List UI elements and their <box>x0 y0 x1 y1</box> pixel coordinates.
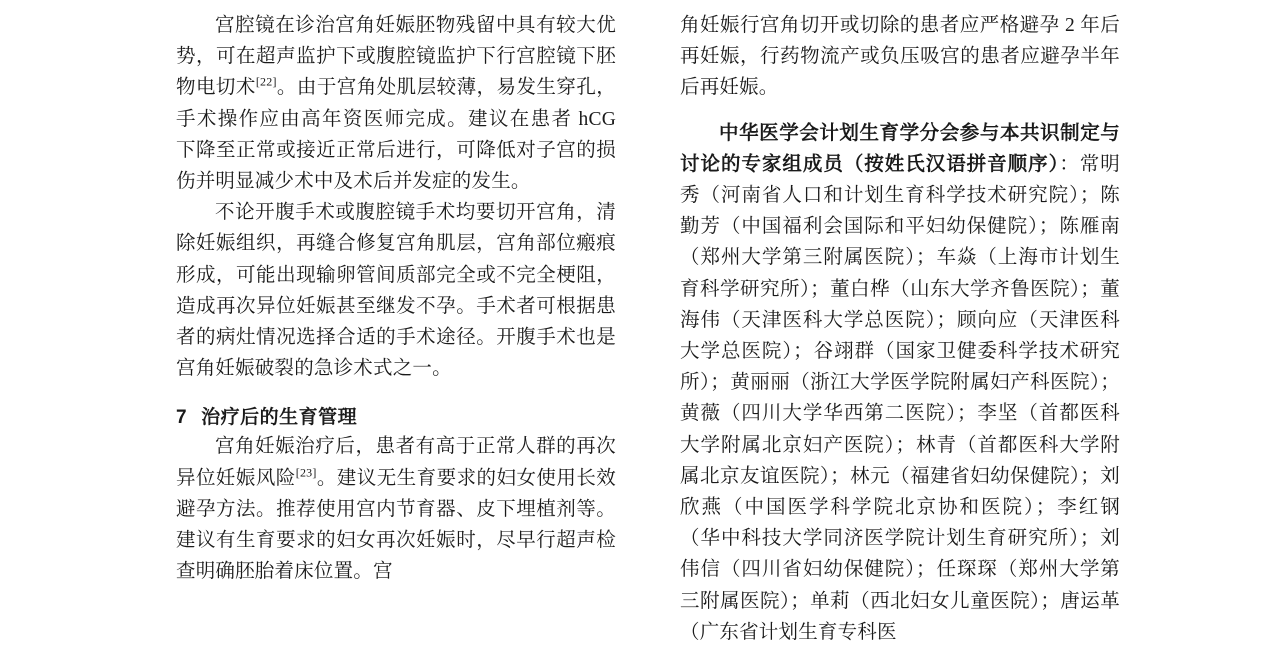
paragraph-text-part-2: 。由于宫角处肌层较薄，易发生穿孔，手术操作应由高年资医师完成。建议在患者 hCG 下降至正常或接近正常后进行，可降低对子宫的损伤并明显减少术中及术后并发症的发生。 <box>176 77 616 193</box>
section-number: 7 <box>176 407 188 429</box>
paragraph-hysteroscopy <box>176 10 616 197</box>
expert-group-lead: 中华医学会计划生育学分会参与本共识制定与讨论的专家组成员（按姓氏汉语拼音顺序） <box>680 122 1120 175</box>
section-title: 治疗后的生育管理 <box>201 407 358 429</box>
paragraph-surgery-approach: 不论开腹手术或腹腔镜手术均要切开宫角，清除妊娠组织，再缝合修复宫角肌层，宫角部位瘢痕形成，可能出现输卵管间质部完全或不完全梗阻，造成再次异位妊娠甚至继发不孕。手术者可根据患者的病灶情况选择合适的手术途径。开腹手术也是宫角妊娠破裂的急诊术式之一。 <box>176 202 616 380</box>
paragraph-contraception-continued: 角妊娠行宫角切开或切除的患者应严格避孕 2 年后再妊娠，行药物流产或负压吸宫的患者应避孕半年后再妊娠。 <box>680 15 1120 99</box>
paragraph-expert-group <box>680 118 1120 648</box>
paragraph-text-part-1: 宫角妊娠治疗后，患者有高于正常人群的再次异位妊娠风险 <box>176 436 616 489</box>
expert-group-members: ：常明秀（河南省人口和计划生育科学技术研究院）；陈勤芳（中国福利会国际和平妇幼保健院）；陈雁南（郑州大学第三附属医院）；车焱（上海市计划生育科学研究所）；董白桦（山东大学齐鲁医院）；董海伟（天津医科大学总医院）；顾向应（天津医科大学总医院）；谷翊群（国家卫健委科学技术研究所）；黄丽丽（浙江大学医学院附属妇产科医院）；黄薇（四川大学华西第二医院）；李坚（首都医科大学附属北京妇产医院）；林青（首都医科大学附属北京友谊医院）；林元（福建省妇幼保健院）；刘欣燕（中国医学科学院北京协和医院）；李红钢（华中科技大学同济医学院计划生育研究所）；刘伟信（四川省妇幼保健院）；任琛琛（郑州大学第三附属医院）；单莉（西北妇女儿童医院）；唐运革（广东省计划生育专科医 <box>680 153 1120 643</box>
right-column <box>644 0 1288 643</box>
section-heading-fertility-management <box>176 402 616 429</box>
citation-marker-23: [23] <box>295 465 317 480</box>
paragraph-text-part-2: 。建议无生育要求的妇女使用长效避孕方法。推荐使用宫内节育器、皮下埋植剂等。建议有生育要求的妇女再次妊娠时，尽早行超声检查明确胚胎着床位置。宫 <box>176 467 616 583</box>
paragraph-text-part-1: 宫腔镜在诊治宫角妊娠胚物残留中具有较大优势，可在超声监护下或腹腔镜监护下行宫腔镜下胚物电切术 <box>176 15 616 99</box>
citation-marker-22: [22] <box>255 74 277 89</box>
left-column <box>0 0 644 583</box>
paragraph-post-treatment <box>176 431 616 587</box>
